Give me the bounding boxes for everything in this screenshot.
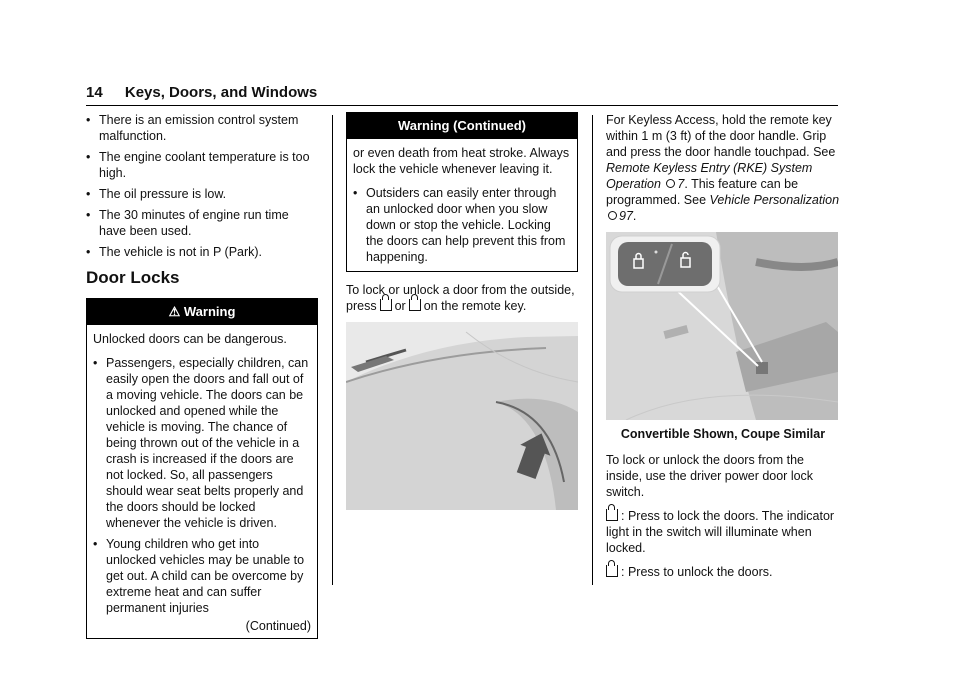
list-item: • The engine coolant temperature is too high. (86, 149, 318, 181)
door-lock-switch-illustration (606, 232, 838, 420)
warning-body (87, 325, 317, 638)
section-title: Door Locks (86, 268, 180, 287)
lock-icon (380, 299, 392, 311)
page-header (86, 84, 317, 101)
page-ref-icon (666, 179, 675, 188)
lock-description: : Press to lock the doors. The indicator light in the switch will illuminate when locked. (606, 509, 835, 555)
column-divider-2 (592, 115, 593, 585)
warning-icon: ⚠ (168, 304, 181, 319)
column-1 (86, 112, 318, 639)
list-item: • Passengers, especially children, can easily open the doors and fall out of a moving vehicle. The doors can be unlocked and opened while the vehicle is moving. The chance of being thrown out of the vehicle in a crash is increased if the doors are not locked. So, all passengers should wear seat belts properly and the doors should be locked whenever the vehicle is driven. (93, 355, 311, 531)
column-divider-1 (332, 115, 333, 585)
chapter-title: Keys, Doors, and Windows (124, 84, 318, 101)
warning-header: Warning (Continued) (347, 113, 577, 139)
column-2 (346, 112, 578, 510)
warning-list (93, 355, 311, 616)
unlock-icon (606, 565, 618, 577)
header-rule (86, 105, 838, 106)
column-3 (606, 112, 840, 588)
list-item: • The oil pressure is low. (86, 186, 318, 202)
warning-body (347, 139, 577, 271)
warning-list (353, 185, 571, 265)
rke-reference: Remote Keyless Entry (RKE) System Operation (606, 161, 813, 191)
figure-caption: Convertible Shown, Coupe Similar (620, 427, 826, 441)
warning-intro: Unlocked doors can be dangerous. (93, 332, 287, 346)
condition-list (86, 112, 318, 260)
warning-box (86, 298, 318, 639)
list-item: • Outsiders can easily enter through an unlocked door when you slow down or stop the vehicle. Locking the doors can help prevent this from happening. (353, 185, 571, 265)
page-number: 14 (86, 84, 103, 101)
outside-lock-instructions: To lock or unlock a door from the outside, press or on the remote key. (346, 283, 575, 313)
keyless-access-paragraph: For Keyless Access, hold the remote key within 1 m (3 ft) of the door handle. Grip and press the door handle touchpad. See Remote Keyless Entry (RKE) System Operation 7. This feature can be programmed. See Vehicle Personalization 97. (606, 113, 840, 223)
unlock-description: : Press to unlock the doors. (606, 564, 840, 580)
inside-lock-paragraph: To lock or unlock the doors from the inside, use the driver power door lock switch. (606, 453, 814, 499)
warning-title: Warning (183, 304, 236, 319)
page-ref-icon (608, 211, 617, 220)
unlock-icon (409, 299, 421, 311)
personalization-reference: Vehicle Personalization (709, 193, 840, 207)
door-handle-illustration (346, 322, 578, 510)
list-item: • Young children who get into unlocked vehicles may be unable to get out. A child can be overcome by extreme heat and can suffer permanent injuries (93, 536, 311, 616)
lock-icon (606, 509, 618, 521)
list-item: • The 30 minutes of engine run time have been used. (86, 207, 318, 239)
warning-text: or even death from heat stroke. Always lock the vehicle whenever leaving it. (353, 146, 570, 176)
list-item: • The vehicle is not in P (Park). (86, 244, 318, 260)
warning-header (87, 299, 317, 325)
warning-box-continued (346, 112, 578, 272)
continued-label: (Continued) (245, 619, 311, 633)
list-item: • There is an emission control system malfunction. (86, 112, 318, 144)
